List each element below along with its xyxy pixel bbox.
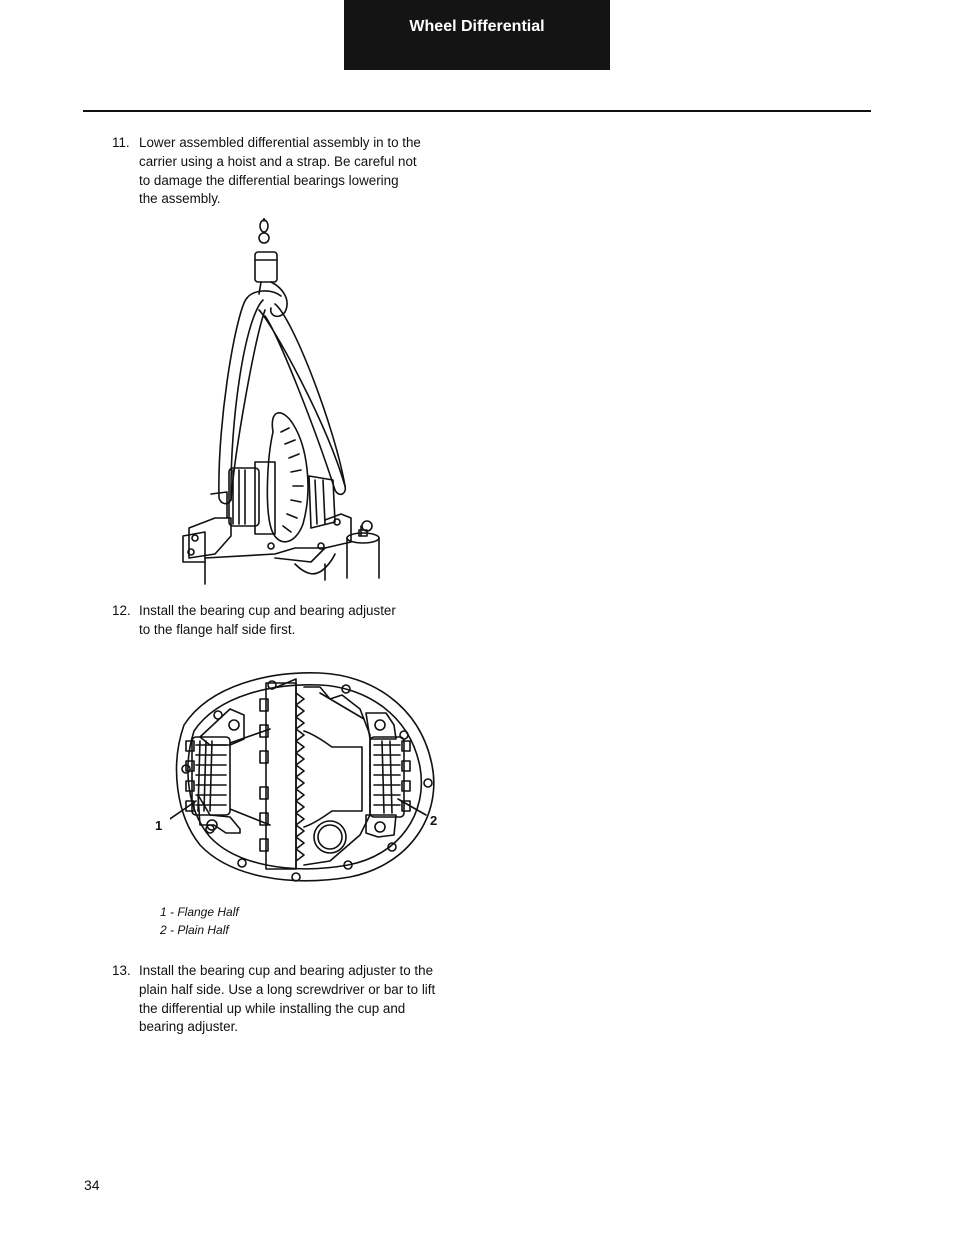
- section-header-tab: [344, 0, 610, 70]
- differential-carrier-top-view-illustration: [170, 665, 440, 887]
- step-11: [112, 134, 442, 209]
- callout-2: 2: [430, 813, 438, 828]
- header-divider: [83, 110, 871, 112]
- legend-item-plain-half: 2 - Plain Half: [160, 923, 229, 937]
- step-text: Install the bearing cup and bearing adjuster to the plain half side. Use a long screwdriver or bar to lift the differential up while installing the cup and bearing adjuster.: [139, 963, 436, 1035]
- step-text: Lower assembled differential assembly in to the carrier using a hoist and a strap. Be careful not to damage the differential bearings lowering the assembly.: [139, 135, 421, 207]
- step-number: 13.: [112, 963, 131, 978]
- callout-1: 1: [155, 818, 163, 833]
- step-13: [112, 962, 452, 1037]
- step-number: 11.: [112, 135, 130, 150]
- step-number: 12.: [112, 603, 131, 618]
- page-number: 34: [84, 1177, 100, 1193]
- hoist-lowering-differential-illustration: [175, 218, 390, 586]
- section-title: Wheel Differential: [409, 18, 545, 35]
- step-12: [112, 602, 442, 640]
- legend-item-flange-half: 1 - Flange Half: [160, 905, 239, 919]
- figure-legend: [160, 903, 239, 939]
- step-text: Install the bearing cup and bearing adjuster to the flange half side first.: [139, 603, 396, 637]
